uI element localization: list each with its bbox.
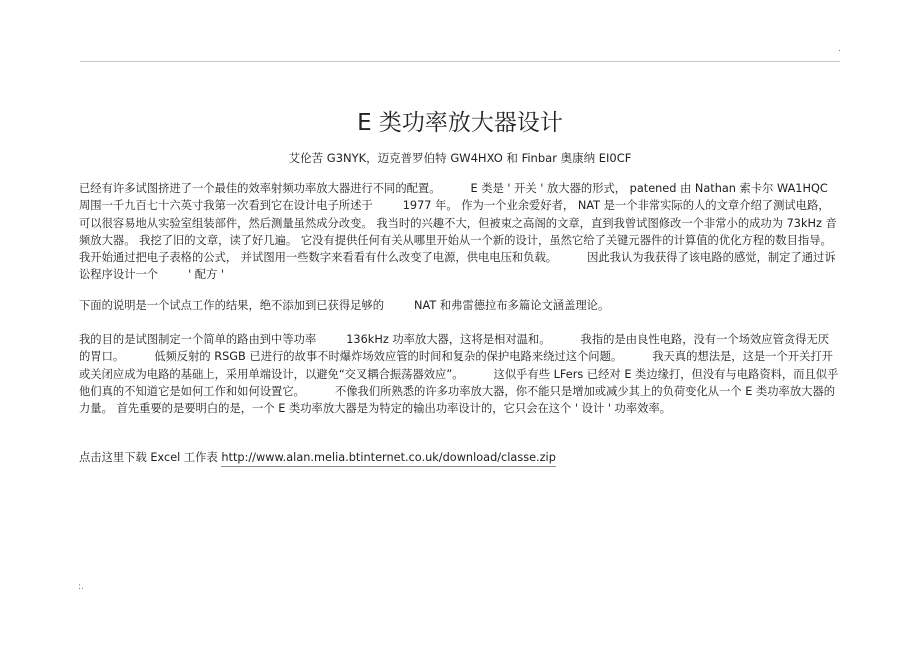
paragraph-text: 我指的是由良性电路，没有一个场效应管贪得无厌的胃口。 — [79, 333, 830, 364]
paragraph-text: 下面的说明是一个试点工作的结果，绝不添加到已获得足够的 — [79, 299, 385, 312]
page-mark: . — [838, 44, 841, 54]
header-rule — [80, 61, 840, 62]
paragraph-text: 已经有许多试图挤进了一个最佳的效率射频功率放大器进行不同的配置。 — [79, 182, 441, 195]
paragraph-text: 不像我们所熟悉的许多功率放大器，你不能只是增加或减少其上的负荷变化从一个 E 类功率放大器的力量。 首先重要的是要明白的是，一个 E 类功率放大器是为特定的输出功率设计的，它只会在这个 ' 设计 ' 功率效率。 — [79, 384, 836, 416]
paragraph-text: 低频反射的 RSGB 已进行的故事不时爆炸场效应管的时间和复杂的保护电路来绕过这个问题。 — [154, 350, 623, 364]
paragraph-download — [79, 449, 839, 466]
paragraph-text: 136kHz 功率放大器，这将是相对温和。 — [346, 333, 551, 346]
authors-line: 艾伦苦 G3NYK，迈克普罗伯特 GW4HXO 和 Finbar 奥康纳 EI0CF — [288, 151, 632, 165]
paragraph-text: 我的目的是试图制定一个简单的路由到中等功率 — [79, 333, 317, 346]
page-title: E 类功率放大器设计 — [357, 110, 563, 136]
paragraph-text: 1977 年。 作为一个业余爱好者， NAT 是一个非常实际的人的文章介绍了测试电路，可以很容易地从实验室组装部件，然后测量虽然成分改变。 我当时的兴趣不大，但被束之高阁的文章，直到我曾试图修改一个非常小的成功为 73kHz 音频放大器。 我挖了旧的文章，读了好几遍。 它没有提供任何有关从哪里开始从一个新的设计，虽然它给了关键元器件的计算值的优化方程的数目指导。 我开始通过把电子表格的公式， 并试图用一些数字来看看有什么改变了电源，供电电压和负载。 — [79, 199, 837, 265]
download-link[interactable]: http://www.alan.melia.btinternet.co.uk/download/classe.zip — [221, 451, 556, 467]
paragraph-text: ' 配方 ' — [188, 268, 225, 282]
paragraph-purpose — [79, 331, 839, 417]
paragraph-text: NAT 和弗雷德拉布多篇论文涵盖理论。 — [414, 299, 610, 312]
paragraph-note — [79, 297, 839, 314]
paragraph-text: 这似乎有些 LFers 已经对 E 类边缘打，但没有与电路资料，而且似乎他们真的不知道它是如何工作和如何设置它。 — [79, 367, 839, 398]
page-mark: :. — [78, 582, 84, 592]
paragraph-intro — [79, 180, 839, 284]
paragraph-text: E 类是 ' 开关 ' 放大器的形式， patened 由 Nathan 索卡尔 WA1HQC 周围一千九百七十六英寸我第一次看到它在设计电子所述于 — [79, 182, 828, 213]
paragraph-text: 我天真的想法是，这是一个开关打开或关闭应成为电路的基础上，采用单端设计，以避免“交叉耦合振荡器效应”。 — [79, 350, 833, 381]
download-prefix: 点击这里下载 Excel 工作表 — [79, 451, 218, 464]
paragraph-text: 因此我认为我获得了该电路的感觉，制定了通过诉讼程序设计一个 — [79, 251, 836, 282]
